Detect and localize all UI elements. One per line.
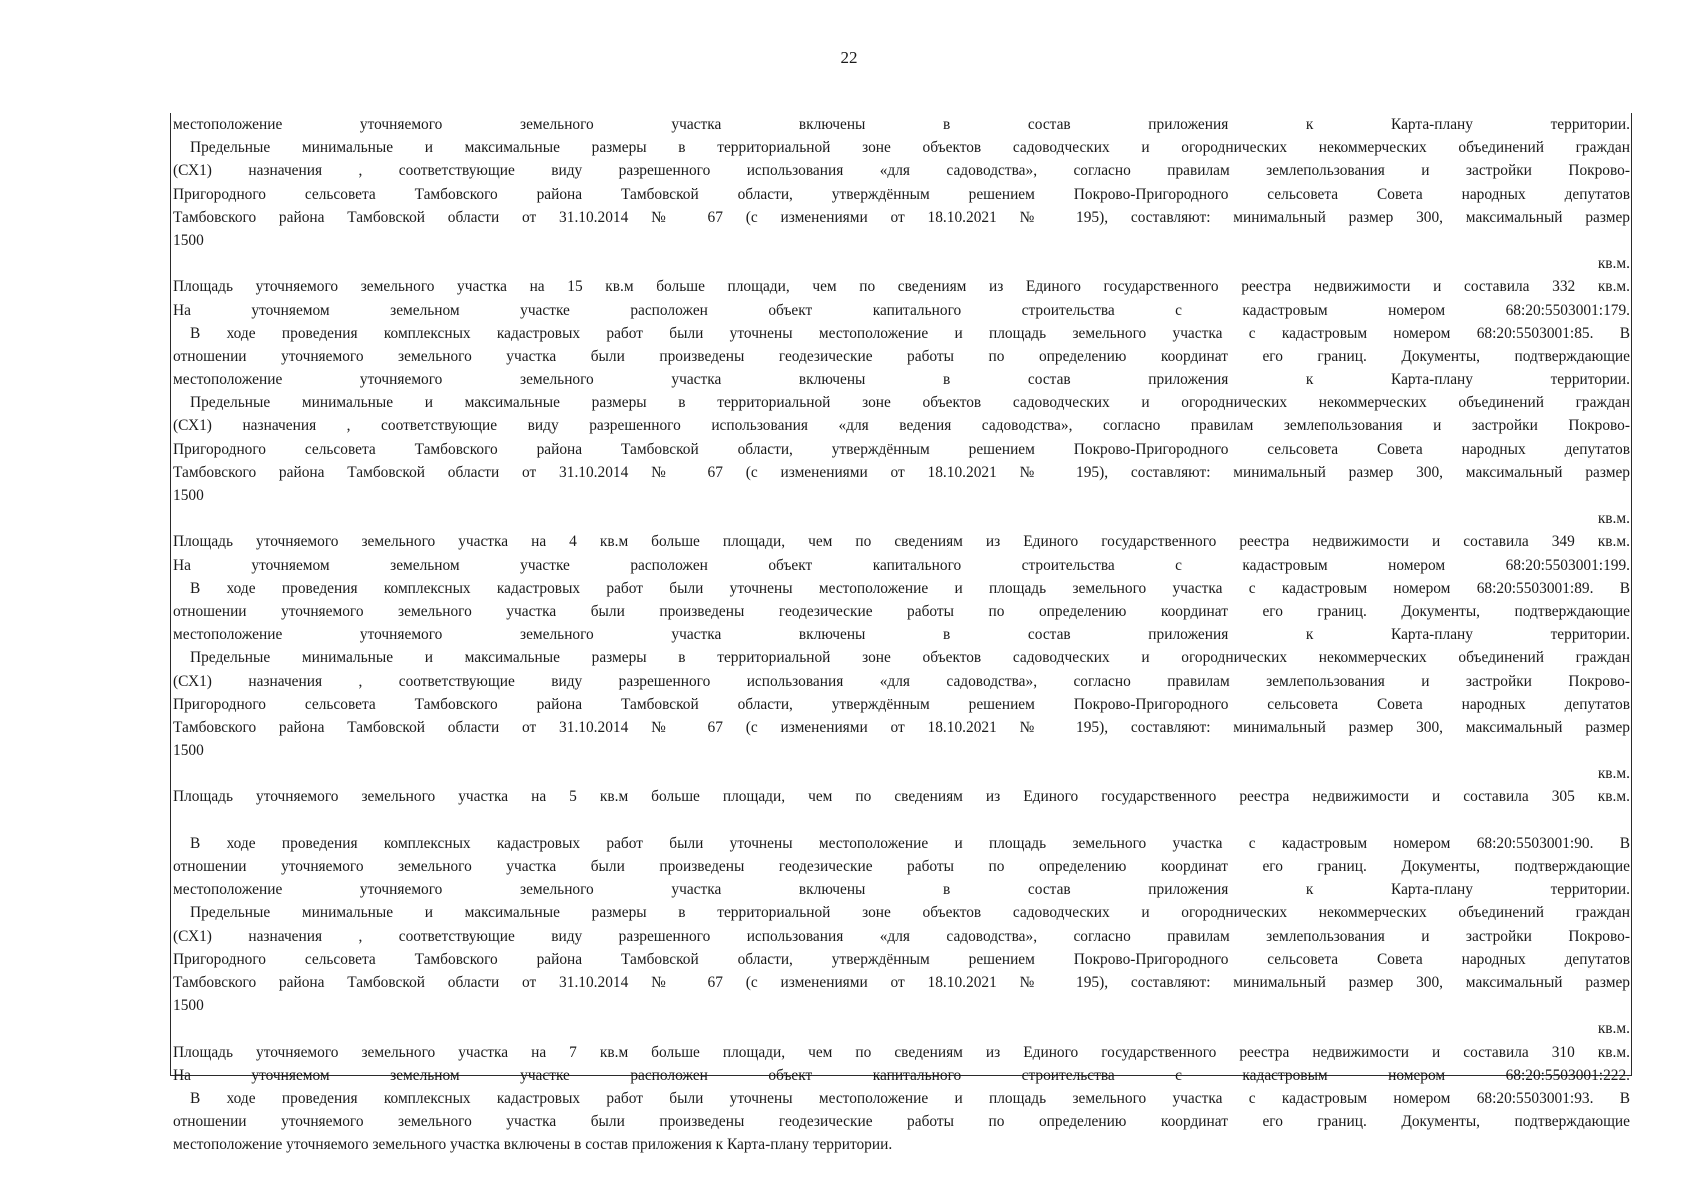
text-line: Площадь уточняемого земельного участка на 4 кв.м больше площади, чем по сведениям из Единого государственного реестра недвижимости и составила 349 кв.м. — [173, 533, 1630, 551]
text-line: Предельные минимальные и максимальные размеры в территориальной зоне объектов садоводческих и огороднических некоммерческих объединений граждан — [190, 904, 1630, 922]
text-line: отношении уточняемого земельного участка были произведены геодезические работы по определению координат его границ. Документы, подтверждающие — [173, 602, 1630, 620]
page-number: 22 — [840, 48, 858, 67]
text-line: отношении уточняемого земельного участка были произведены геодезические работы по определению координат его границ. Документы, подтверждающие — [173, 1113, 1630, 1131]
text-line: местоположение уточняемого земельного участка включены в состав приложения к Карта-плану территории. — [173, 626, 1630, 644]
text-line: Тамбовского района Тамбовской области от 31.10.2014 № 67 (с изменениями от 18.10.2021 № 195), составляют: минимальный размер 300, максимальный размер — [173, 973, 1630, 991]
text-line: (СХ1) назначения , соответствующие виду разрешенного использования «для садоводства», согласно правилам землепользования и застройки Покрово- — [173, 162, 1630, 180]
text-line: 1500 — [173, 742, 204, 760]
text-line: В ходе проведения комплексных кадастровых работ были уточнены местоположение и площадь земельного участка с кадастровым номером 68:20:5503001:90. В — [190, 834, 1630, 852]
text-line: местоположение уточняемого земельного участка включены в состав приложения к Карта-плану территории. — [173, 1136, 893, 1154]
text-line: Площадь уточняемого земельного участка на 15 кв.м больше площади, чем по сведениям из Единого государственного реестра недвижимости и составила 332 кв.м. — [173, 278, 1630, 296]
text-line: Пригородного сельсовета Тамбовского района Тамбовской области, утверждённым решением Покрово-Пригородного сельсовета Совета народных депутатов — [173, 695, 1630, 713]
text-line: отношении уточняемого земельного участка были произведены геодезические работы по определению координат его границ. Документы, подтверждающие — [173, 858, 1630, 875]
text-line: Предельные минимальные и максимальные размеры в территориальной зоне объектов садоводческих и огороднических некоммерческих объединений граждан — [190, 394, 1630, 412]
text-line: Пригородного сельсовета Тамбовского района Тамбовской области, утверждённым решением Покрово-Пригородного сельсовета Совета народных депутатов — [173, 440, 1630, 458]
text-line: (СХ1) назначения , соответствующие виду разрешенного использования «для садоводства», согласно правилам землепользования и застройки Покрово- — [173, 672, 1630, 690]
text-line: отношении уточняемого земельного участка были произведены геодезические работы по определению координат его границ. Документы, подтверждающие — [173, 347, 1630, 365]
text-line: Тамбовского района Тамбовской области от 31.10.2014 № 67 (с изменениями от 18.10.2021 № 195), составляют: минимальный размер 300, максимальный размер — [173, 718, 1630, 736]
blank-line — [173, 809, 1630, 832]
text-line: Пригородного сельсовета Тамбовского района Тамбовской области, утверждённым решением Покрово-Пригородного сельсовета Совета народных депутатов — [173, 950, 1630, 968]
text-line: На уточняемом земельном участке расположен объект капитального строительства с кадастровым номером 68:20:5503001:199. — [173, 556, 1630, 574]
text-line: На уточняемом земельном участке расположен объект капитального строительства с кадастровым номером 68:20:5503001:222. — [173, 1066, 1630, 1084]
text-line: Пригородного сельсовета Тамбовского района Тамбовской области, утверждённым решением Покрово-Пригородного сельсовета Совета народных депутатов — [173, 185, 1630, 203]
text-line: 1500 — [173, 997, 204, 1015]
text-line: кв.м. — [1597, 510, 1630, 528]
text-line: Предельные минимальные и максимальные размеры в территориальной зоне объектов садоводческих и огороднических некоммерческих объединений граждан — [190, 139, 1630, 157]
text-line: 1500 — [173, 487, 204, 504]
text-line: местоположение уточняемого земельного участка включены в состав приложения к Карта-плану территории. — [173, 881, 1630, 899]
text-line: В ходе проведения комплексных кадастровых работ были уточнены местоположение и площадь земельного участка с кадастровым номером 68:20:5503001:93. В — [190, 1089, 1630, 1107]
text-line: Предельные минимальные и максимальные размеры в территориальной зоне объектов садоводческих и огороднических некоммерческих объединений граждан — [190, 649, 1630, 667]
text-line: местоположение уточняемого земельного участка включены в состав приложения к Карта-плану территории. — [173, 116, 1630, 133]
text-line: кв.м. — [1597, 1020, 1630, 1038]
text-line: 1500 — [173, 231, 204, 249]
text-line: (СХ1) назначения , соответствующие виду разрешенного использования «для ведения садоводства», согласно правилам землепользования и застройки Покрово- — [173, 417, 1630, 435]
text-line: Площадь уточняемого земельного участка на 5 кв.м больше площади, чем по сведениям из Единого государственного реестра недвижимости и составила 305 кв.м. — [173, 788, 1630, 806]
text-line: В ходе проведения комплексных кадастровых работ были уточнены местоположение и площадь земельного участка с кадастровым номером 68:20:5503001:89. В — [190, 579, 1630, 597]
text-line: На уточняемом земельном участке расположен объект капитального строительства с кадастровым номером 68:20:5503001:179. — [173, 301, 1630, 319]
text-line: кв.м. — [1597, 765, 1630, 783]
text-line: Тамбовского района Тамбовской области от 31.10.2014 № 67 (с изменениями от 18.10.2021 № 195), составляют: минимальный размер 300, максимальный размер — [173, 463, 1630, 481]
text-line: В ходе проведения комплексных кадастровых работ были уточнены местоположение и площадь земельного участка с кадастровым номером 68:20:5503001:85. В — [190, 324, 1630, 342]
text-line: Площадь уточняемого земельного участка на 7 кв.м больше площади, чем по сведениям из Единого государственного реестра недвижимости и составила 310 кв.м. — [173, 1043, 1630, 1061]
text-line: (СХ1) назначения , соответствующие виду разрешенного использования «для садоводства», согласно правилам землепользования и застройки Покрово- — [173, 927, 1630, 945]
document-text-frame — [170, 113, 1632, 1154]
text-line: местоположение уточняемого земельного участка включены в состав приложения к Карта-плану территории. — [173, 371, 1630, 389]
text-line: кв.м. — [1597, 255, 1630, 273]
text-line: Тамбовского района Тамбовской области от 31.10.2014 № 67 (с изменениями от 18.10.2021 № 195), составляют: минимальный размер 300, максимальный размер — [173, 208, 1630, 226]
